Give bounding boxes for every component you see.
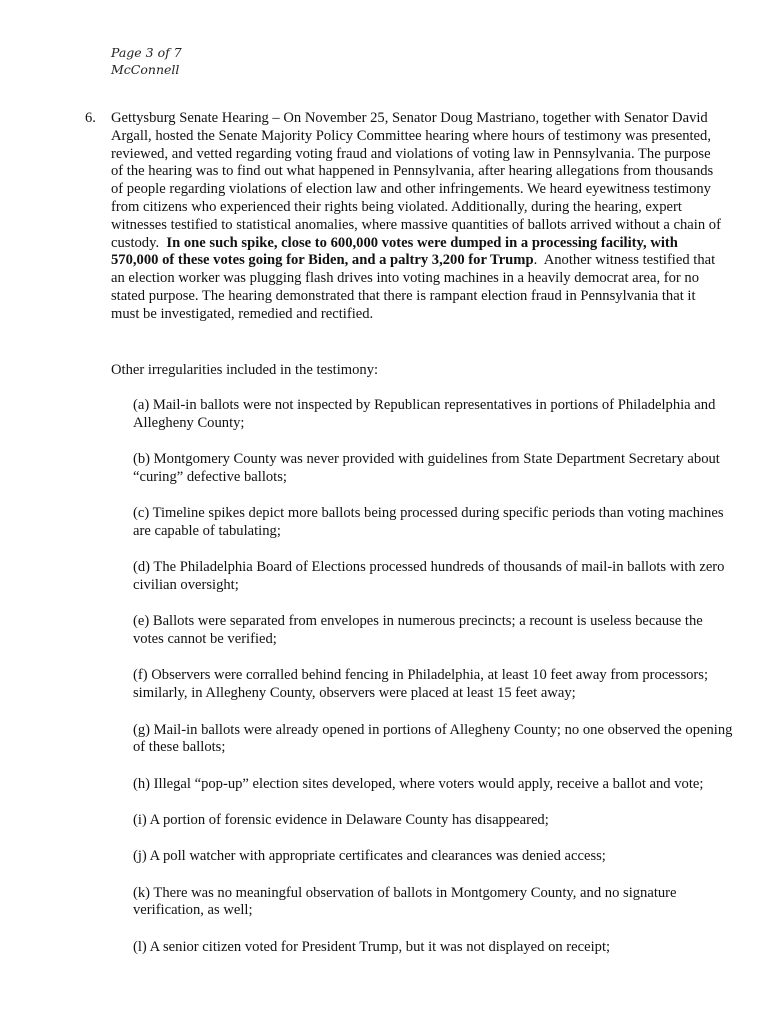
- paragraph-number: 6.: [85, 110, 96, 126]
- list-item: (e) Ballots were separated from envelopes in numerous precincts; a recount is useless because the votes cannot be verified;: [133, 613, 703, 648]
- paragraph-text-end: Another witness testified that an election worker was plugging flash drives into voting machines in a heavily democrat area, for no stated purpose. The hearing demonstrated that there is rampant election fraud in Pennsylvania that it must be investigated, remedied and rectified.: [111, 252, 716, 322]
- list-item: (j) A poll watcher with appropriate certificates and clearances was denied access;: [133, 848, 606, 865]
- bold-period: .: [533, 252, 538, 269]
- author-name: McConnell: [111, 62, 180, 77]
- paragraph-text-start: Gettysburg Senate Hearing – On November 25, Senator Doug Mastriano, together with Senator David Argall, hosted the Senate Majority Policy Committee hearing where hours of testimony was presented, reviewed, and vetted regarding voting fraud and violations of voting law in Pennsylvania. The purpose of the hearing was to find out what happened in Pennsylvania, after hearing allegations from thousands of people regarding violations of election law and other infringements. We heard eyewitness testimony from citizens who experienced their rights being violated. Additionally, during the hearing, expert witnesses testified to statistical anomalies, where massive quantities of ballots arrived without a chain of custody.: [111, 110, 721, 251]
- paragraph-body: [111, 110, 725, 324]
- list-item: (f) Observers were corralled behind fencing in Philadelphia, at least 10 feet away from processors; similarly, in Allegheny County, observers were placed at least 15 feet away;: [133, 667, 709, 702]
- list-item: (a) Mail-in ballots were not inspected by Republican representatives in portions of Philadelphia and Allegheny County;: [133, 397, 716, 431]
- list-item: (d) The Philadelphia Board of Elections processed hundreds of thousands of mail-in ballots with zero civilian oversight;: [133, 559, 725, 594]
- numbered-paragraph-6: [85, 110, 725, 324]
- list-item: (c) Timeline spikes depict more ballots being processed during specific periods than voting machines are capable of tabulating;: [133, 505, 724, 539]
- list-item: (k) There was no meaningful observation of ballots in Montgomery County, and no signature verification, as well;: [133, 884, 677, 919]
- list-item: (b) Montgomery County was never provided with guidelines from State Department Secretary about “curing” defective ballots;: [133, 451, 720, 485]
- list-item: (g) Mail-in ballots were already opened in portions of Allegheny County; no one observed the opening of these ballots;: [133, 721, 733, 756]
- irregularities-intro: Other irregularities included in the testimony:: [111, 362, 379, 378]
- list-item: (i) A portion of forensic evidence in Delaware County has disappeared;: [133, 811, 549, 828]
- paragraph-bold-claim: In one such spike, close to 600,000 votes were dumped in a processing facility, with 570,000 of these votes going for Biden, and a paltry 3,200 for Trump: [111, 234, 678, 269]
- page-number-label: Page 3 of 7: [111, 45, 182, 60]
- list-item: (h) Illegal “pop-up” election sites developed, where voters would apply, receive a ballot and vote;: [133, 775, 704, 792]
- irregularities-list: [133, 397, 733, 975]
- list-item: (l) A senior citizen voted for President Trump, but it was not displayed on receipt;: [133, 938, 611, 955]
- page-header: [111, 44, 182, 78]
